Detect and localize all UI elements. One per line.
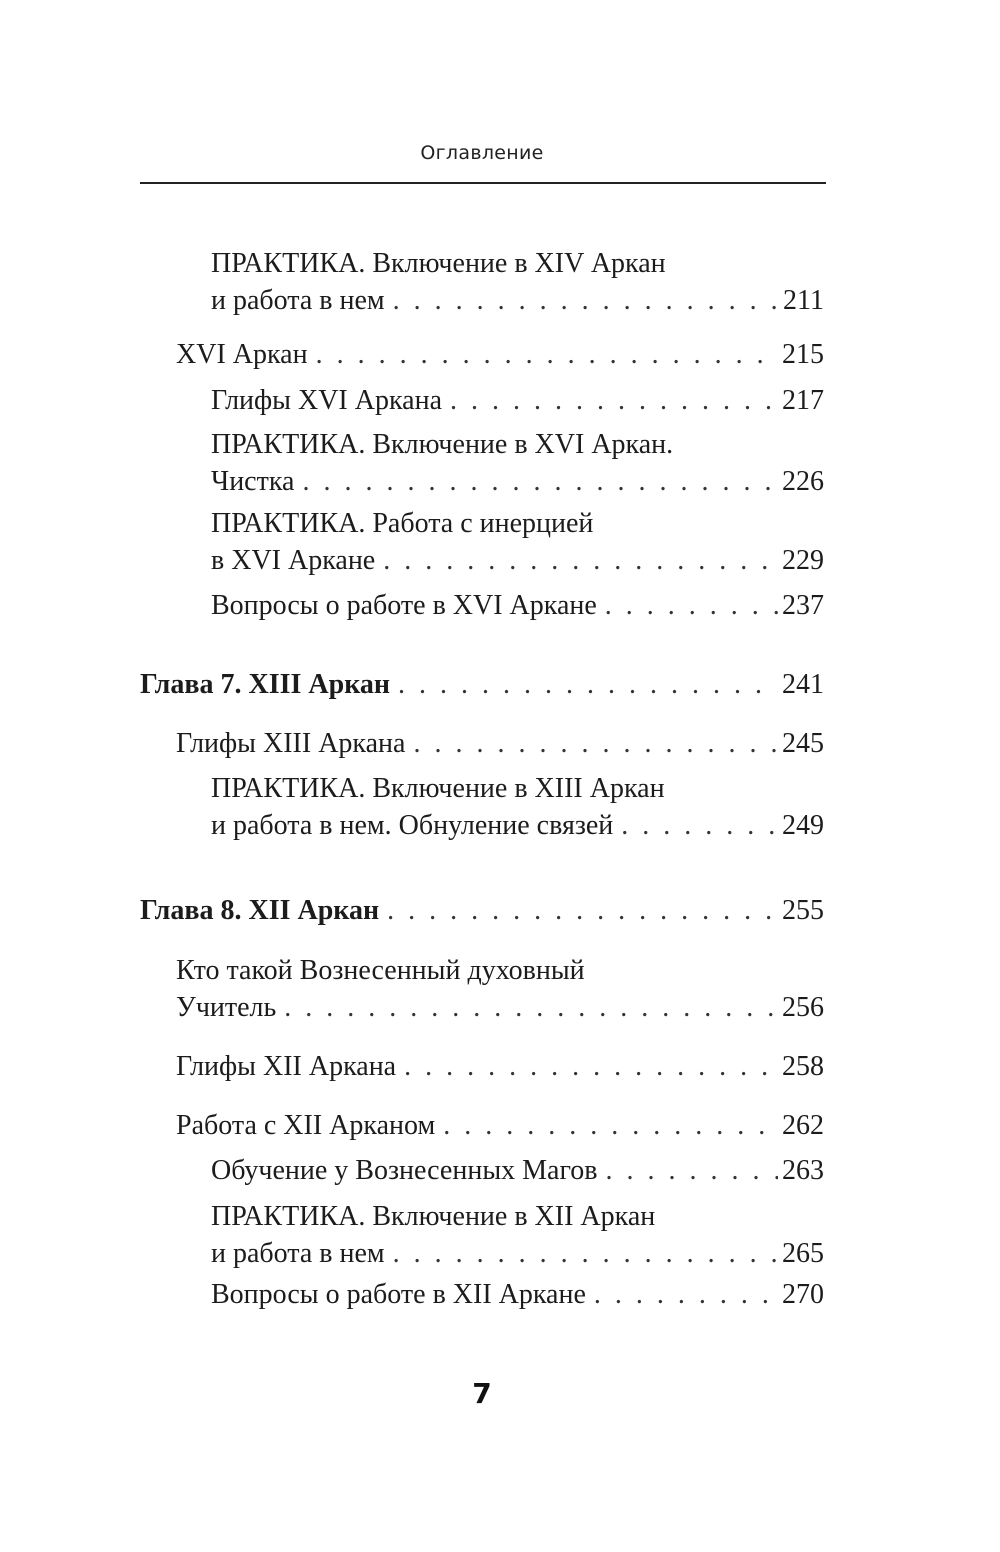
- toc-entry-title: XVI Аркан: [176, 339, 308, 370]
- header-rule: [140, 182, 826, 184]
- toc-entry-title: Глифы XIII Аркана: [176, 728, 406, 759]
- toc-entry[interactable]: [176, 336, 824, 373]
- toc-entry-line1: ПРАКТИКА. Включение в XIV Аркан: [211, 248, 666, 279]
- leader-dots: [450, 382, 778, 419]
- toc-entry-title: Глифы XII Аркана: [176, 1051, 397, 1082]
- toc-page-number: 211: [783, 285, 824, 316]
- leader-dots: [383, 542, 778, 579]
- toc-entry[interactable]: [211, 505, 824, 579]
- toc-entry-title: Вопросы о работе в XII Аркане: [211, 1279, 586, 1310]
- toc-entry-line1: ПРАКТИКА. Включение в XII Аркан: [211, 1201, 656, 1232]
- leader-dots: [398, 666, 778, 703]
- toc-page-number: 215: [782, 339, 824, 370]
- toc-entry-line1: ПРАКТИКА. Включение в XIII Аркан: [211, 773, 665, 804]
- toc-page-number: 263: [782, 1155, 824, 1186]
- toc-page-number: 217: [782, 385, 824, 416]
- toc-entry-title: и работа в нем: [211, 285, 385, 316]
- toc-entry[interactable]: [211, 587, 824, 624]
- leader-dots: [605, 1152, 778, 1189]
- toc-entry[interactable]: [176, 1048, 824, 1085]
- leader-dots: [302, 463, 778, 500]
- toc-page-number: 262: [782, 1110, 824, 1141]
- toc-entry[interactable]: [211, 770, 824, 844]
- toc-page-number: 258: [782, 1051, 824, 1082]
- toc-entry[interactable]: [211, 382, 824, 419]
- leader-dots: [594, 1276, 778, 1313]
- toc-page-number: 241: [782, 669, 824, 700]
- toc-entry-line1: ПРАКТИКА. Включение в XVI Аркан.: [211, 429, 674, 460]
- toc-entry[interactable]: [176, 952, 824, 1026]
- toc-chapter-title: Глава 8. XII Аркан: [140, 895, 380, 926]
- toc-entry-title: и работа в нем. Обнуление связей: [211, 810, 614, 841]
- toc-entry-title: Учитель: [176, 992, 277, 1023]
- leader-dots: [387, 892, 778, 929]
- toc-chapter-entry[interactable]: [140, 666, 824, 703]
- toc-page-number: 256: [782, 992, 824, 1023]
- leader-dots: [621, 807, 778, 844]
- page-number: 7: [472, 1377, 492, 1410]
- toc-entry-title: Вопросы о работе в XVI Аркане: [211, 590, 597, 621]
- leader-dots: [413, 725, 778, 762]
- toc-entry-title: Обучение у Вознесенных Магов: [211, 1155, 598, 1186]
- toc-entry[interactable]: [176, 1107, 824, 1144]
- toc-entry-title: Работа с XII Арканом: [176, 1110, 436, 1141]
- toc-entry-title: и работа в нем: [211, 1238, 385, 1269]
- toc-entry-line1: ПРАКТИКА. Работа с инерцией: [211, 508, 594, 539]
- toc-entry[interactable]: [211, 245, 824, 319]
- leader-dots: [284, 989, 778, 1026]
- toc-chapter-title: Глава 7. XIII Аркан: [140, 669, 391, 700]
- leader-dots: [393, 282, 779, 319]
- toc-page-number: 237: [782, 590, 824, 621]
- toc-entry[interactable]: [211, 426, 824, 500]
- toc-entry[interactable]: [211, 1198, 824, 1272]
- leader-dots: [393, 1235, 778, 1272]
- toc-page-number: 245: [782, 728, 824, 759]
- leader-dots: [605, 587, 778, 624]
- leader-dots: [316, 336, 778, 373]
- toc-entry-line1: Кто такой Вознесенный духовный: [176, 955, 585, 986]
- toc-page-number: 226: [782, 466, 824, 497]
- toc-entry[interactable]: [211, 1276, 824, 1313]
- toc-page-number: 229: [782, 545, 824, 576]
- toc-chapter-entry[interactable]: [140, 892, 824, 929]
- toc-entry[interactable]: [211, 1152, 824, 1189]
- toc-page-number: 249: [782, 810, 824, 841]
- toc-entry-title: Глифы XVI Аркана: [211, 385, 442, 416]
- toc-page-number: 255: [782, 895, 824, 926]
- toc-page-number: 270: [782, 1279, 824, 1310]
- running-header: Оглавление: [420, 142, 544, 164]
- toc-page-number: 265: [782, 1238, 824, 1269]
- toc-entry-title: в XVI Аркане: [211, 545, 376, 576]
- toc-entry[interactable]: [176, 725, 824, 762]
- leader-dots: [443, 1107, 778, 1144]
- leader-dots: [404, 1048, 778, 1085]
- toc-entry-title: Чистка: [211, 466, 295, 497]
